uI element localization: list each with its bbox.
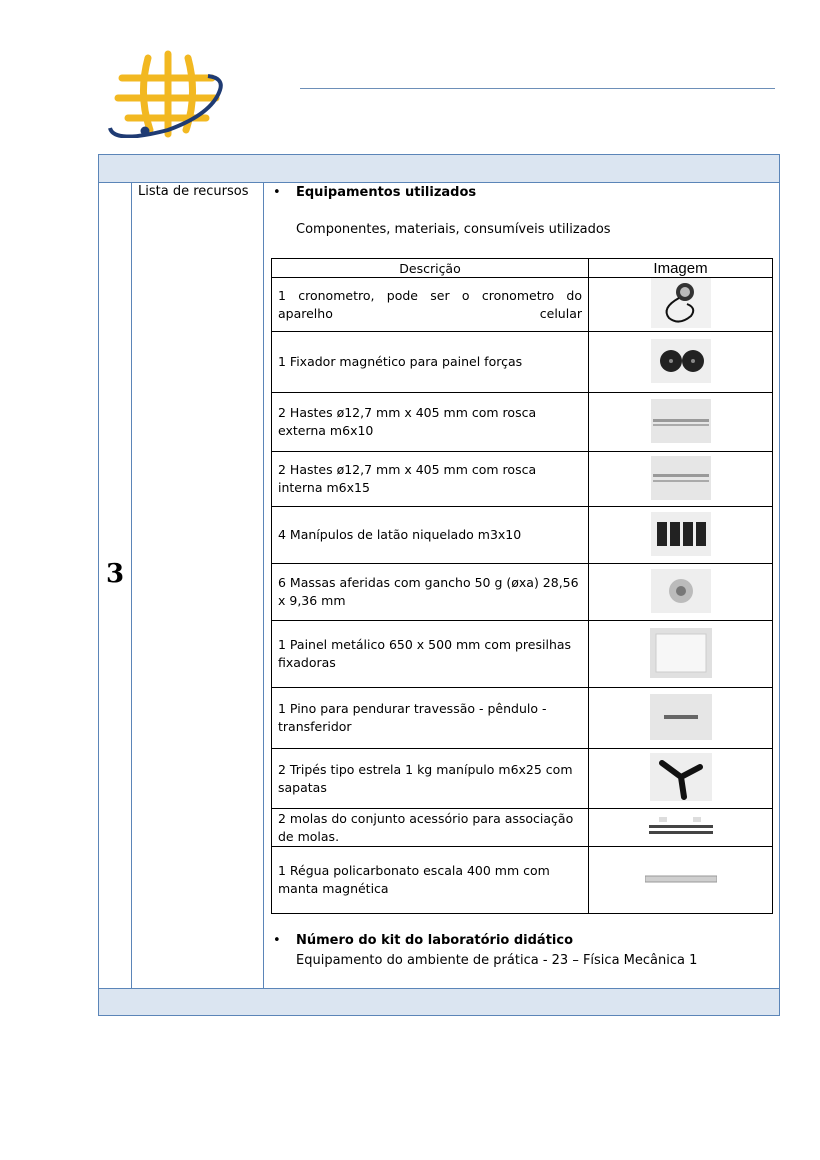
- kit-value: Equipamento do ambiente de prática - 23 – Física Mecânica 1: [296, 953, 698, 968]
- globe-orbit-logo-icon: [108, 50, 224, 138]
- equipment-title: Equipamentos utilizados: [296, 185, 477, 200]
- item-description: 1 Fixador magnético para painel forças: [272, 332, 589, 393]
- item-description: 2 Hastes ø12,7 mm x 405 mm com rosca externa m6x10: [272, 393, 589, 452]
- header-rule: [300, 88, 775, 89]
- item-description: 1 Régua policarbonato escala 400 mm com manta magnética: [272, 847, 589, 914]
- item-description: 6 Massas aferidas com gancho 50 g (øxa) 28,56 x 9,36 mm: [272, 564, 589, 621]
- kit-title: Número do kit do laboratório didático: [296, 933, 573, 948]
- column-header-description: Descrição: [272, 259, 589, 278]
- table-row: [272, 809, 773, 847]
- resources-label: Lista de recursos: [138, 184, 249, 199]
- header-band: [99, 155, 779, 183]
- column-divider: [263, 182, 264, 989]
- table-row: [272, 564, 773, 621]
- table-row: [272, 749, 773, 809]
- step-number: 3: [105, 559, 125, 589]
- item-description: 4 Manípulos de latão niquelado m3x10: [272, 507, 589, 564]
- item-description: 1 Pino para pendurar travessão - pêndulo - transferidor: [272, 688, 589, 749]
- table-row: [272, 452, 773, 507]
- equipment-table: [271, 258, 773, 914]
- pin-icon: [650, 694, 712, 740]
- star-tripod-icon: [650, 753, 712, 801]
- stopwatch-icon: [651, 278, 711, 328]
- item-description: 2 molas do conjunto acessório para associação de molas.: [272, 809, 589, 847]
- table-row: [272, 393, 773, 452]
- rod-internal-thread-icon: [651, 456, 711, 500]
- bullet-icon: •: [273, 185, 281, 200]
- item-description: 1 Painel metálico 650 x 500 mm com presilhas fixadoras: [272, 621, 589, 688]
- item-description: 2 Tripés tipo estrela 1 kg manípulo m6x25 com sapatas: [272, 749, 589, 809]
- footer-band: [99, 988, 779, 1015]
- resources-table-frame: [98, 154, 780, 1016]
- knobs-icon: [651, 512, 711, 556]
- table-row: [272, 278, 773, 332]
- table-row: [272, 688, 773, 749]
- item-description: 2 Hastes ø12,7 mm x 405 mm com rosca interna m6x15: [272, 452, 589, 507]
- table-row: [272, 332, 773, 393]
- magnetic-holder-icon: [651, 339, 711, 383]
- ruler-icon: [645, 872, 717, 886]
- column-header-image: Imagem: [589, 259, 773, 278]
- rod-external-thread-icon: [651, 399, 711, 443]
- springs-icon: [649, 811, 713, 841]
- bullet-icon: •: [273, 933, 281, 948]
- components-subtitle: Componentes, materiais, consumíveis utilizados: [296, 222, 611, 237]
- table-row: [272, 847, 773, 914]
- item-description: 1 cronometro, pode ser o cronometro do aparelho celular: [272, 278, 589, 332]
- column-divider: [131, 182, 132, 989]
- table-row: [272, 507, 773, 564]
- metal-panel-icon: [650, 628, 712, 678]
- hooked-mass-icon: [651, 569, 711, 613]
- table-row: [272, 621, 773, 688]
